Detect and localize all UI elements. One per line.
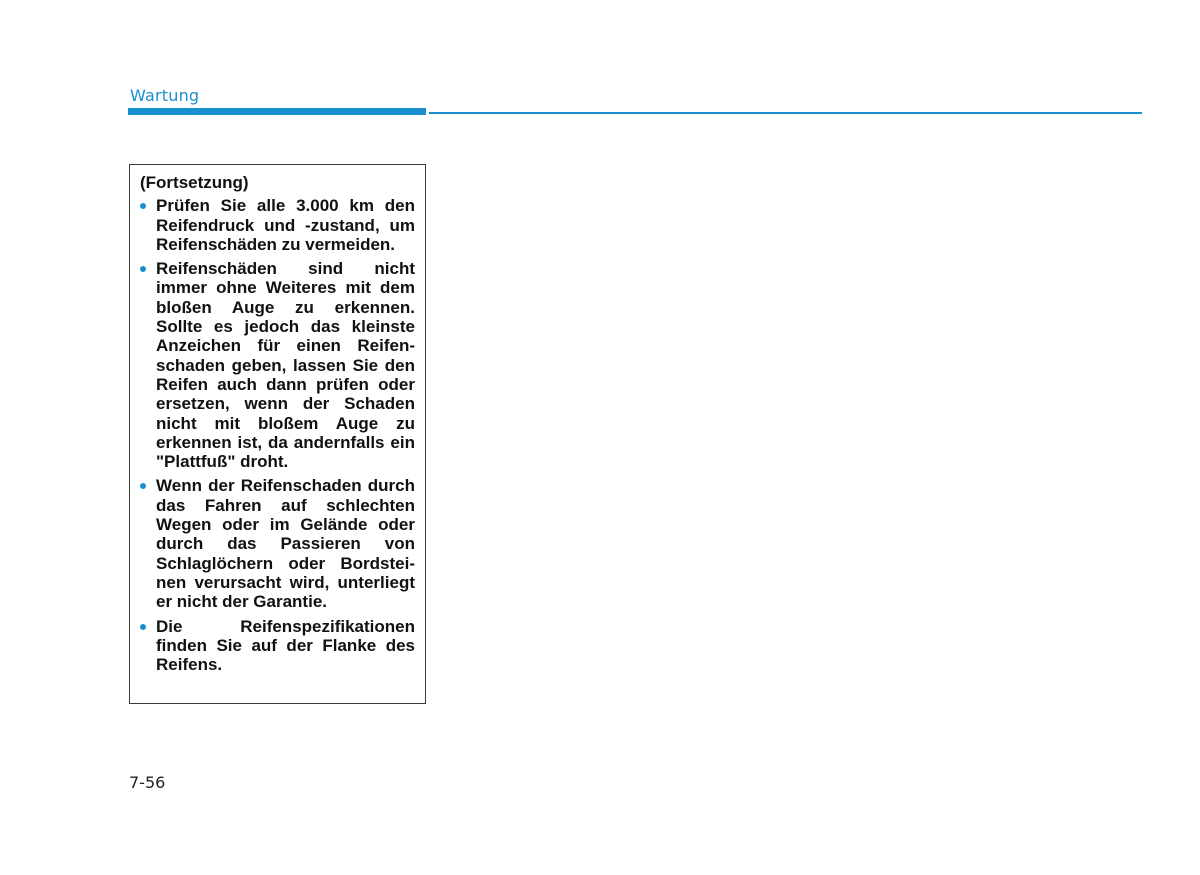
list-item-text: Prüfen Sie alle 3.000 km den Reifendruck und -zustand, um Reifenschäden zu vermeiden. xyxy=(156,196,415,254)
list-item xyxy=(140,259,415,471)
list-item-text: Reifenschäden sind nicht immer ohne Weiteres mit dem bloßen Auge zu erkennen. Sollte es jedoch das kleinste Anzeichen für einen Reifenschaden geben, lassen Sie den Reifen auch dann prüfen oder ersetzen, wenn der Schaden nicht mit bloßem Auge zu erkennen ist, da andernfalls ein "Plattfuß" droht. xyxy=(156,259,415,472)
note-heading: (Fortsetzung) xyxy=(140,173,249,192)
section-title: Wartung xyxy=(130,86,200,105)
list-item-text: Wenn der Reifenschaden durch das Fahren auf schlechten Wegen oder im Gelände oder durch das Passieren von Schlaglöchern oder Bordsteinen verursacht wird, unterliegt er nicht der Garantie. xyxy=(156,476,415,612)
list-item-text: Die Reifenspezifikationen finden Sie auf der Flanke des Reifens. xyxy=(156,616,415,675)
note-list xyxy=(140,196,415,674)
header-rule-thin xyxy=(429,112,1142,114)
list-item xyxy=(140,617,415,675)
bullet-dot-icon xyxy=(140,483,146,489)
page-number: 7-56 xyxy=(129,773,166,792)
bullet-dot-icon xyxy=(140,266,146,272)
list-item xyxy=(140,476,415,611)
bullet-dot-icon xyxy=(140,203,146,209)
header-rule-thick xyxy=(128,108,426,115)
bullet-dot-icon xyxy=(140,624,146,630)
caution-note-box xyxy=(129,164,426,704)
list-item xyxy=(140,196,415,254)
